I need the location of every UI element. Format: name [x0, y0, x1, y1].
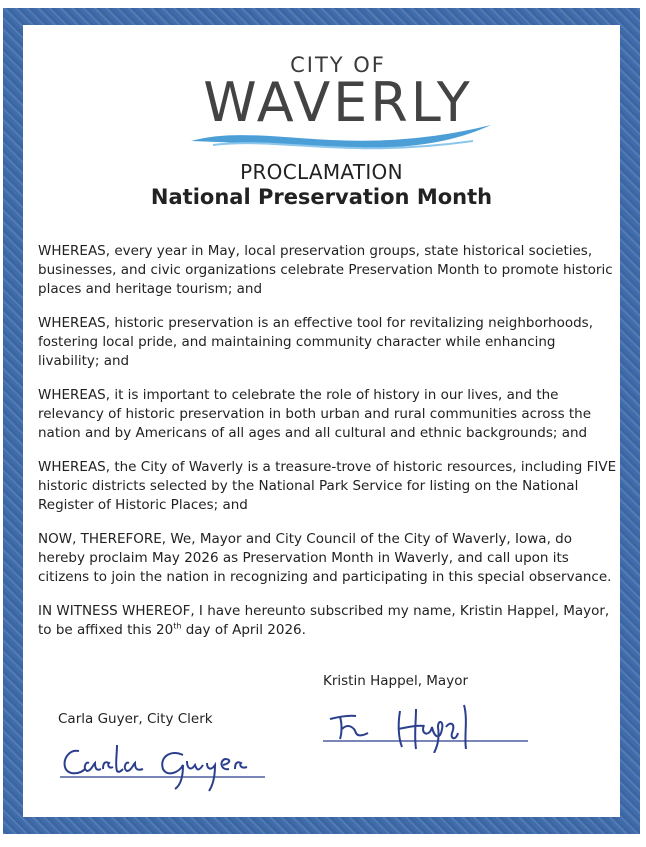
ordinal-suffix: th [173, 621, 182, 631]
witness-paragraph [38, 602, 618, 640]
logo-city-of: CITY OF [290, 53, 386, 77]
proclamation-page [23, 25, 620, 817]
whereas-paragraph-1: WHEREAS, every year in May, local preservation groups, state historical societies, businesses, and civic organizations celebrate Preservation Month to promote historic places and heritage tourism; and [38, 243, 613, 297]
witness-date: day of April 2026. [181, 622, 306, 638]
whereas-paragraph-2: WHEREAS, historic preservation is an effective tool for revitalizing neighborhoods, fostering local pride, and maintaining community character while enhancing livability; and [38, 315, 594, 369]
proclamation-body [38, 242, 618, 655]
clerk-signature-label: Carla Guyer, City Clerk [58, 711, 213, 727]
whereas-paragraph-3: WHEREAS, it is important to celebrate the role of history in our lives, and the relevancy of historic preservation in both urban and rural communities across the nation and by Americans of all ages and all cultural and ethnic backgrounds; and [38, 387, 592, 441]
proclamation-heading: PROCLAMATION [240, 160, 403, 184]
city-logo [173, 53, 503, 163]
proclamation-title: National Preservation Month [150, 185, 493, 209]
document-border [3, 8, 640, 834]
mayor-signature [318, 693, 533, 753]
clerk-signature [55, 733, 270, 795]
mayor-signature-label: Kristin Happel, Mayor [323, 673, 468, 689]
whereas-paragraph-4: WHEREAS, the City of Waverly is a treasure-trove of historic resources, including FIVE historic districts selected by the National Park Service for listing on the National Register of Historic Places; and [38, 459, 617, 513]
logo-wave-icon [173, 53, 503, 163]
witness-text: IN WITNESS WHEREOF, I have hereunto subscribed my name, Kristin Happel, Mayor, to be affixed this 20 [38, 603, 610, 638]
logo-waverly: WAVERLY [203, 71, 473, 134]
therefore-paragraph: NOW, THEREFORE, We, Mayor and City Council of the City of Waverly, Iowa, do hereby proclaim May 2026 as Preservation Month in Waverly, and call upon its citizens to join the nation in recognizing and participating in this special observance. [38, 531, 612, 585]
